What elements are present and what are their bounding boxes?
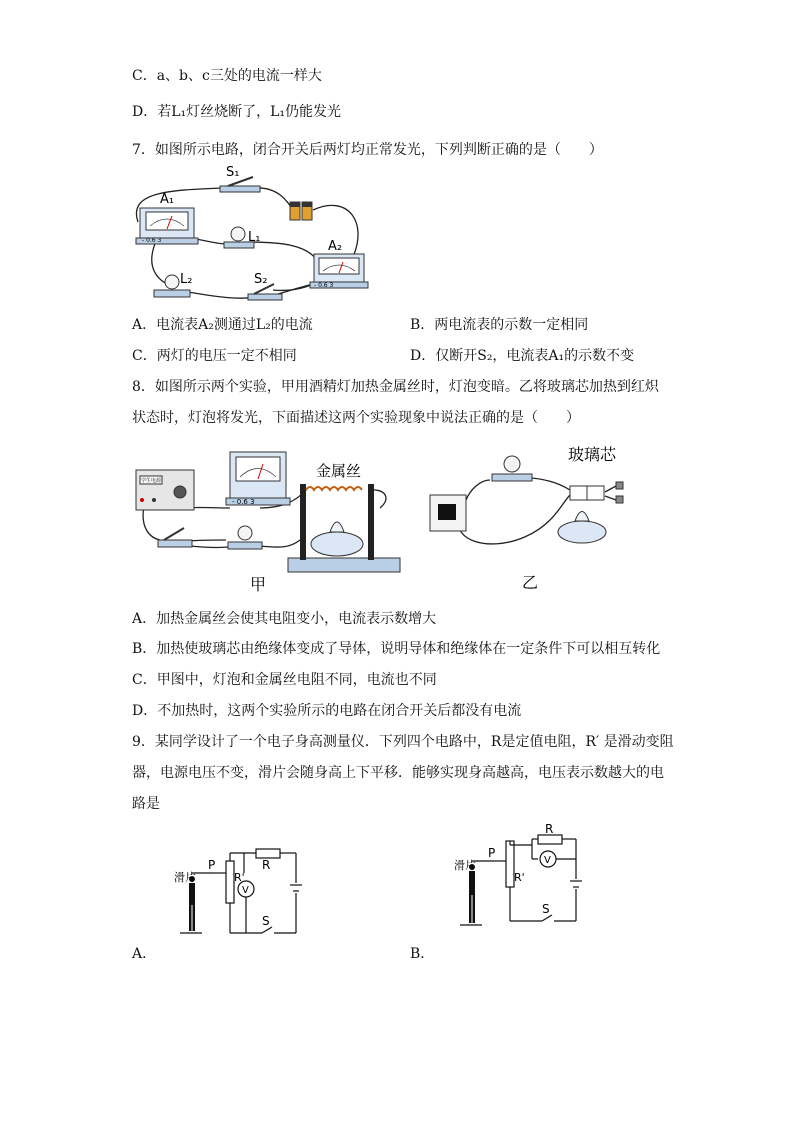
- wall-socket-icon: [430, 495, 466, 531]
- label-l1: L₁: [248, 230, 261, 245]
- q9-circuit-a: [170, 845, 310, 945]
- q8-figure-jia: [130, 448, 410, 593]
- a-v-label: V: [242, 885, 249, 896]
- label-a1: A₁: [160, 192, 175, 207]
- a-slider-label: 滑片: [174, 871, 196, 884]
- label-s2: S₂: [254, 272, 268, 287]
- b-r-label: R: [545, 822, 554, 836]
- b-rprime-label: R': [514, 871, 525, 884]
- q7-option-b: B．两电流表的示数一定相同: [410, 317, 589, 333]
- b-s-label: S: [542, 902, 550, 916]
- a-p-label: P: [208, 858, 216, 872]
- metal-wire-stand: [288, 484, 400, 572]
- lamp-yi: [492, 456, 532, 481]
- q6-option-d: D．若L₁灯丝烧断了，L₁仍能发光: [132, 104, 342, 120]
- q9-label-a: A．: [132, 946, 157, 962]
- q6-option-c: C．a、b、c三处的电流一样大: [132, 68, 322, 84]
- q8-stem-line1: 8．如图所示两个实验，甲用酒精灯加热金属丝时，灯泡变暗。乙将玻璃芯加热到红炽: [132, 379, 659, 395]
- q8-option-b: B．加热使玻璃芯由绝缘体变成了导体，说明导体和绝缘体在一定条件下可以相互转化: [132, 641, 661, 657]
- lamp-jia: [228, 526, 262, 549]
- b-p-label: P: [488, 846, 496, 860]
- b-v-label: V: [544, 855, 551, 866]
- q9-stem-line2: 器，电源电压不变，滑片会随身高上下平移．能够实现身高越高，电压表示数越大的电: [132, 765, 664, 781]
- label-a2: A₂: [328, 239, 343, 254]
- glass-core: [558, 482, 623, 543]
- a-rprime-label: R': [234, 871, 245, 884]
- label-l2: L₂: [180, 272, 193, 287]
- q8-option-a: A．加热金属丝会使其电阻变小，电流表示数增大: [132, 611, 437, 627]
- a-s-label: S: [262, 914, 270, 928]
- q9-stem-line3: 路是: [132, 796, 160, 812]
- power-box-label: 学生电源: [141, 478, 162, 484]
- switch-jia: [158, 528, 192, 547]
- q7-option-c: C．两灯的电压一定不相同: [132, 348, 297, 364]
- b-slider-label: 滑片: [454, 859, 476, 872]
- q7-option-a: A．电流表A₂测通过L₂的电流: [132, 317, 313, 333]
- label-glass-core: 玻璃芯: [568, 445, 617, 464]
- q8-stem-line2: 状态时，灯泡将发光，下面描述这两个实验现象中说法正确的是（ ）: [132, 410, 580, 426]
- label-jia: 甲: [250, 575, 267, 594]
- q9-stem-line1: 9．某同学设计了一个电子身高测量仪．下列四个电路中，R是定值电阻，R′ 是滑动变阻: [132, 734, 674, 750]
- q8-option-d: D．不加热时，这两个实验所示的电路在闭合开关后都没有电流: [132, 703, 522, 719]
- q8-option-c: C．甲图中，灯泡和金属丝电阻不同，电流也不同: [132, 672, 437, 688]
- q9-circuit-b: [450, 822, 590, 935]
- q7-option-d: D．仅断开S₂，电流表A₁的示数不变: [410, 348, 635, 364]
- a1-scale: - 0.6 3: [142, 237, 162, 244]
- label-metal-wire: 金属丝: [316, 462, 362, 480]
- jia-meter-scale: - 0.6 3: [232, 498, 255, 506]
- q7-stem: 7．如图所示电路，闭合开关后两灯均正常发光，下列判断正确的是（ ）: [132, 142, 603, 158]
- a2-scale: - 0.6 3: [314, 282, 334, 289]
- label-s1: S₁: [226, 165, 240, 180]
- q7-circuit-figure: [128, 162, 378, 307]
- a-r-label: R: [262, 858, 271, 872]
- q9-label-b: B．: [410, 946, 435, 962]
- q8-figure-yi: [420, 440, 645, 595]
- battery-icon: [290, 202, 312, 220]
- label-yi: 乙: [522, 573, 539, 592]
- power-supply: [136, 470, 194, 510]
